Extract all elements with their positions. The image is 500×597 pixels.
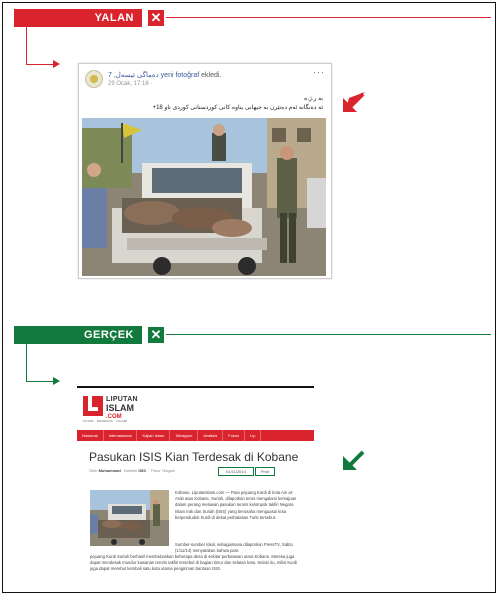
logo-line2: ISLAM: [106, 403, 134, 413]
militia-truck-photo-illustration: [82, 118, 326, 276]
post-action: , 7 yeni fotoğraf: [108, 72, 200, 79]
true-arrow-head: [53, 377, 60, 385]
post-text-line2: ئه‌ ده‌نگانه‌ ئه‌م ده‌نێرن به‌ جیهانی یناوه‌ کانی کوردستانی کوردی ناو 18+: [152, 105, 323, 111]
false-connector-v: [26, 27, 27, 64]
logo-line1: LIPUTAN: [106, 396, 138, 403]
avatar[interactable]: [85, 70, 103, 88]
meta-category[interactable]: ISIS: [138, 468, 146, 473]
post-menu-icon[interactable]: ···: [313, 67, 325, 77]
nav-item-tabayyun[interactable]: Tabayyun: [170, 430, 198, 441]
false-connector-h: [26, 64, 54, 65]
nav-item-analisis[interactable]: Analisis: [198, 430, 223, 441]
site-navbar: [77, 430, 314, 441]
false-guide-line: [166, 17, 491, 18]
article-paragraph-1: Kobane, Liputanislam.com — Para pejuang Kurdi di kota Ain al-Arab atau Kobane, Suriah, dilaporkan terus mengalami kemajuan dalam perang melawan pasukan teroris kelompok takfiri Negara Islam Irak dan Suriah (ISIS) yang berusaha menguasai kota berpenduduk Kurdi di dekat perbatasan Turki tersebut.: [175, 490, 297, 520]
post-text-line1: به‌ ر.ژ.ه: [304, 96, 323, 102]
site-logo-text[interactable]: [106, 395, 138, 422]
true-guide-line: [166, 334, 491, 335]
nav-item-nasional[interactable]: Nasional: [77, 430, 104, 441]
true-label: GERÇEK: [14, 326, 142, 344]
print-button[interactable]: Print: [255, 467, 275, 476]
site-tagline: TAJAM · MENDIDIK · ISLAMI: [83, 419, 128, 423]
news-article: [77, 386, 314, 578]
true-connector-v: [26, 344, 27, 381]
article-meta: Oleh Muhammad Bulletin ISIS · Timur Tengah: [89, 468, 175, 473]
post-header: [108, 71, 221, 79]
false-arrow-head: [53, 60, 60, 68]
article-title: Pasukan ISIS Kian Terdesak di Kobane: [89, 450, 299, 464]
nav-item-fokus[interactable]: Fokus: [223, 430, 245, 441]
meta-author[interactable]: Muhammad: [98, 468, 121, 473]
close-icon: ✕: [148, 327, 164, 343]
logo-line3: .COM: [106, 414, 122, 420]
post-author[interactable]: ده‌ماگی ئیسه‌ل: [115, 72, 159, 79]
meta-category-prefix: Bulletin: [124, 468, 138, 473]
post-date[interactable]: 29 Ocak, 17:16 ·: [108, 81, 153, 87]
article-truck-photo[interactable]: [90, 490, 169, 546]
true-pointer-arrow-icon: [343, 448, 367, 470]
true-connector-h: [26, 381, 54, 382]
nav-item-kajian-islam[interactable]: Kajian Islam: [137, 430, 170, 441]
militia-truck-photo[interactable]: [82, 118, 326, 276]
article-date: 01/11/2014: [218, 467, 254, 476]
meta-by: Oleh: [89, 468, 98, 473]
article-paragraph-3: pejuang Kurdi Suriah berhasil membebaskan beberapa desa di sekitar perbatasan utara Kobane. Mereka juga dapat mendesak mundur kawanan teroris takfiri tersebut di bagian timur dan selatan kota. Selain itu, milisi Kurdi juga dapat merebut kembali satu kota utama pengiriman bantuan ISIS.: [90, 554, 298, 572]
article-truck-photo-illustration: [90, 490, 169, 546]
article-top-rule: [77, 386, 314, 388]
article-paragraph-2: Sumber-sumber lokal, sebagaimana dilaporkan PressTV, Sabtu (1/11/14) menyatakan bahwa para: [175, 542, 293, 554]
facebook-post: [78, 63, 332, 279]
close-icon: ✕: [148, 10, 164, 26]
false-pointer-arrow-icon: [343, 90, 367, 112]
false-label: YALAN: [14, 9, 142, 27]
meta-region[interactable]: Timur Tengah: [150, 468, 175, 473]
nav-item-more[interactable]: Lip: [245, 430, 261, 441]
nav-item-internasional[interactable]: Internasional: [104, 430, 138, 441]
site-logo-icon[interactable]: [83, 396, 103, 416]
post-action-suffix: ekledi.: [201, 72, 222, 79]
